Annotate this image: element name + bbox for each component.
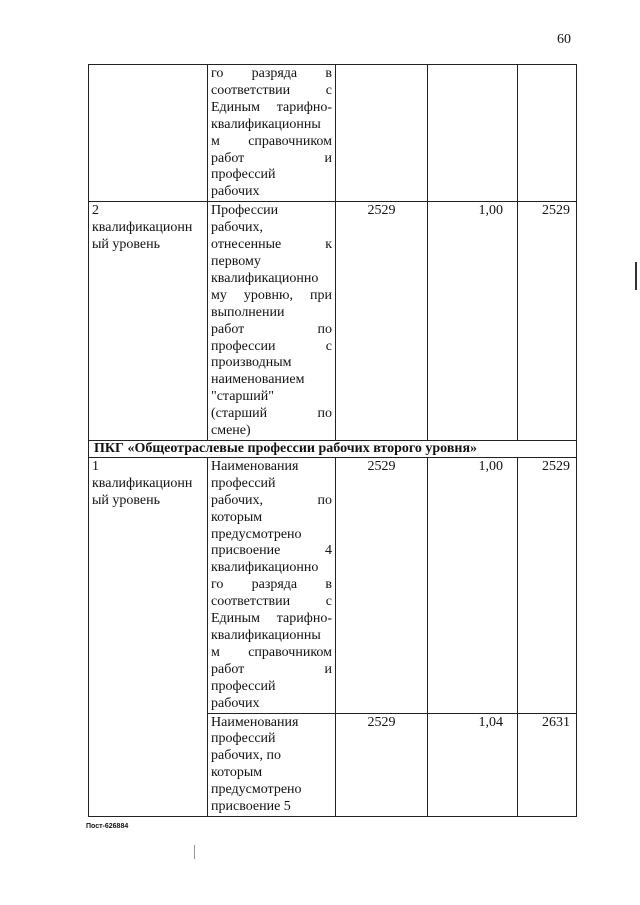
base-salary: [336, 65, 428, 202]
description-cell: [208, 713, 336, 816]
coefficient: 1,00: [428, 457, 518, 713]
description-line: соответствии с: [211, 594, 332, 610]
description-line: рабочих, по: [211, 748, 281, 764]
description-line: профессии с: [211, 338, 332, 354]
coefficient: [428, 65, 518, 202]
description-line: работ и: [211, 150, 332, 166]
description-line: квалификационны: [211, 116, 321, 132]
level-line: квалификационн: [92, 475, 193, 491]
level-line: 1: [92, 458, 99, 474]
table-row: [89, 457, 577, 713]
document-id: Пост-626884: [86, 823, 129, 830]
description-line: Единым тарифно-: [211, 99, 332, 115]
description-line: Профессии: [211, 203, 279, 219]
description-line: Единым тарифно-: [211, 611, 332, 627]
base-salary: 2529: [336, 457, 428, 713]
description-cell: [208, 65, 336, 202]
total-salary: 2631: [518, 713, 577, 816]
level-line: ый уровень: [92, 492, 161, 508]
page-number: 60: [557, 32, 571, 47]
description-line: м справочником: [211, 133, 332, 149]
base-salary: 2529: [336, 713, 428, 816]
description-line: первому: [211, 253, 261, 269]
description-line: му уровню, при: [211, 287, 332, 303]
description-line: предусмотрено: [211, 526, 302, 542]
description-line: смене): [211, 423, 251, 439]
description-line: рабочих: [211, 695, 260, 711]
description-line: присвоение 4: [211, 543, 332, 559]
total-salary: 2529: [518, 202, 577, 441]
salary-table: [88, 64, 577, 817]
description-line: работ по: [211, 321, 332, 337]
scan-artifact: [635, 262, 637, 290]
description-line: го разряда в: [211, 577, 332, 593]
description-line: Наименования: [211, 714, 299, 730]
base-salary: 2529: [336, 202, 428, 441]
description-line: которым: [211, 509, 263, 525]
level-line: 2: [92, 203, 99, 219]
description-line: присвоение 5: [211, 799, 291, 815]
table-row: [89, 202, 577, 441]
description-line: профессий: [211, 731, 276, 747]
level-line: ый уровень: [92, 237, 161, 253]
description-line: выполнении: [211, 304, 285, 320]
total-salary: [518, 65, 577, 202]
total-salary: 2529: [518, 457, 577, 713]
description-cell: [208, 202, 336, 441]
level-cell: [89, 457, 208, 816]
description-line: профессий: [211, 678, 276, 694]
level-line: квалификационн: [92, 220, 193, 236]
scan-artifact: [194, 845, 195, 859]
description-line: соответствии с: [211, 82, 332, 98]
description-line: (старший по: [211, 406, 332, 422]
table-row: [89, 65, 577, 202]
group-header-row: [89, 440, 577, 457]
description-line: отнесенные к: [211, 237, 332, 253]
description-line: профессий: [211, 475, 276, 491]
description-line: рабочих: [211, 184, 260, 200]
description-line: го разряда в: [211, 66, 332, 81]
description-cell: [208, 457, 336, 713]
coefficient: 1,00: [428, 202, 518, 441]
description-line: "старший": [211, 389, 274, 405]
level-cell: [89, 202, 208, 441]
coefficient: 1,04: [428, 713, 518, 816]
description-line: рабочих,: [211, 220, 264, 236]
description-line: предусмотрено: [211, 782, 302, 798]
level-cell: [89, 65, 208, 202]
group-header: ПКГ «Общеотраслевые профессии рабочих второго уровня»: [89, 440, 577, 457]
description-line: Наименования: [211, 458, 299, 474]
description-line: квалификационны: [211, 628, 321, 643]
description-line: м справочником: [211, 644, 332, 660]
description-line: профессий: [211, 167, 276, 183]
description-line: работ и: [211, 661, 332, 677]
description-line: производным: [211, 355, 292, 371]
description-line: которым: [211, 765, 263, 781]
description-line: наименованием: [211, 372, 305, 388]
description-line: рабочих, по: [211, 492, 332, 508]
description-line: квалификационно: [211, 270, 319, 286]
description-line: квалификационно: [211, 560, 319, 576]
